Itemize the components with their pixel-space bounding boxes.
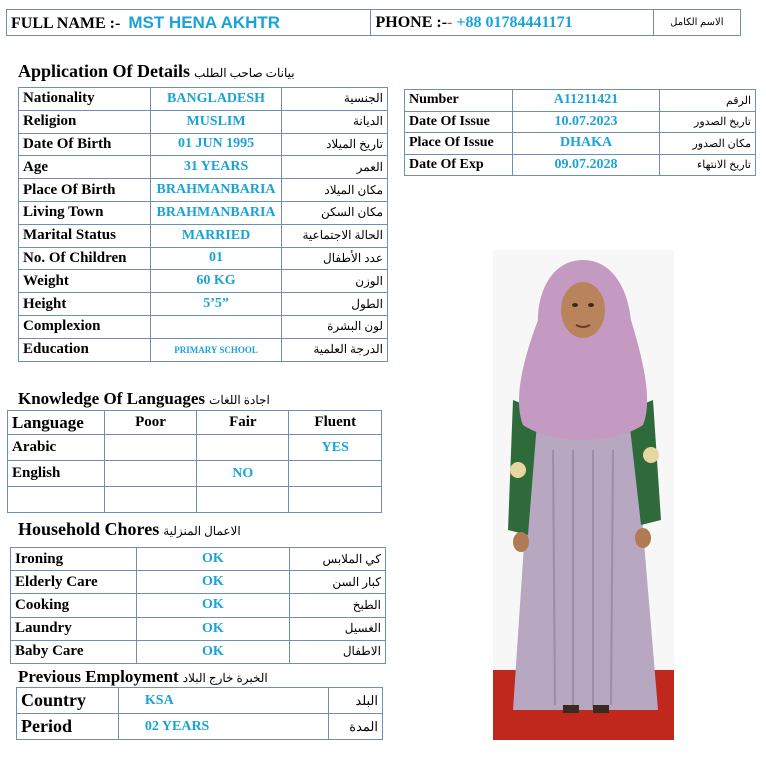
- candidate-photo-illustration: [493, 250, 674, 740]
- detail-arabic: الدرجة العلمية: [282, 338, 388, 361]
- language-fair: NO: [197, 461, 289, 487]
- detail-arabic: الحالة الاجتماعية: [282, 224, 388, 247]
- employment-value: KSA: [118, 688, 328, 714]
- table-row: [19, 270, 388, 293]
- table-row: [405, 90, 756, 112]
- table-row: [17, 714, 383, 740]
- chore-arabic: كي الملابس: [289, 548, 385, 571]
- chores-table: [10, 547, 386, 664]
- language-header: Language: [8, 411, 105, 435]
- chore-arabic: كبار السن: [289, 571, 385, 594]
- detail-label: Marital Status: [19, 224, 151, 247]
- passport-arabic: تاريخ الصدور: [660, 111, 756, 133]
- application-title-ar: بيانات صاحب الطلب: [194, 66, 295, 80]
- passport-label: Number: [405, 90, 513, 112]
- table-row: [17, 688, 383, 714]
- table-row: [19, 293, 388, 316]
- detail-label: Nationality: [19, 88, 151, 111]
- detail-label: Place Of Birth: [19, 179, 151, 202]
- table-row: [405, 133, 756, 155]
- table-row: [19, 224, 388, 247]
- detail-arabic: تاريخ الميلاد: [282, 133, 388, 156]
- passport-arabic: مكان الصدور: [660, 133, 756, 155]
- table-row: [11, 594, 386, 617]
- table-row: [11, 548, 386, 571]
- passport-label: Place Of Issue: [405, 133, 513, 155]
- passport-label: Date Of Exp: [405, 154, 513, 176]
- table-row: [19, 247, 388, 270]
- chore-label: Baby Care: [11, 640, 137, 663]
- phone-label: PHONE :-: [375, 13, 448, 31]
- detail-label: Education: [19, 338, 151, 361]
- detail-arabic: عدد الأطفال: [282, 247, 388, 270]
- detail-value: BRAHMANBARIA: [150, 201, 282, 224]
- detail-value: 31 YEARS: [150, 156, 282, 179]
- detail-label: Age: [19, 156, 151, 179]
- language-fluent: [289, 487, 382, 513]
- chore-arabic: الغسيل: [289, 617, 385, 640]
- detail-label: Complexion: [19, 315, 151, 338]
- chore-label: Elderly Care: [11, 571, 137, 594]
- chore-value: OK: [137, 617, 289, 640]
- table-row: [19, 133, 388, 156]
- passport-label: Date Of Issue: [405, 111, 513, 133]
- full-name-value: MST HENA AKHTR: [128, 12, 281, 32]
- detail-label: Religion: [19, 110, 151, 133]
- detail-label: Living Town: [19, 201, 151, 224]
- detail-label: No. Of Children: [19, 247, 151, 270]
- detail-value: 01 JUN 1995: [150, 133, 282, 156]
- table-row: [19, 338, 388, 361]
- employment-value: 02 YEARS: [118, 714, 328, 740]
- employment-arabic: المدة: [328, 714, 382, 740]
- language-name: [8, 487, 105, 513]
- employment-table: [16, 687, 383, 740]
- detail-value: 60 KG: [150, 270, 282, 293]
- application-details-table: [18, 87, 388, 362]
- table-row: [19, 88, 388, 111]
- table-row: [8, 461, 382, 487]
- passport-arabic: الرقم: [660, 90, 756, 112]
- detail-arabic: مكان السكن: [282, 201, 388, 224]
- employment-title: [18, 667, 268, 687]
- table-row: [19, 315, 388, 338]
- detail-value: 01: [150, 247, 282, 270]
- table-row: [19, 179, 388, 202]
- detail-value: BRAHMANBARIA: [150, 179, 282, 202]
- language-poor: [104, 487, 196, 513]
- chore-label: Cooking: [11, 594, 137, 617]
- employment-title-ar: الخبرة خارج البلاد: [182, 671, 268, 685]
- chore-value: OK: [137, 548, 289, 571]
- language-fair: [197, 435, 289, 461]
- fair-header: Fair: [197, 411, 289, 435]
- detail-value: MARRIED: [150, 224, 282, 247]
- detail-label: Weight: [19, 270, 151, 293]
- arabic-name-label: الاسم الكامل: [670, 17, 724, 28]
- table-row: [405, 111, 756, 133]
- chore-value: OK: [137, 571, 289, 594]
- chore-value: OK: [137, 594, 289, 617]
- poor-header: Poor: [104, 411, 196, 435]
- detail-arabic: الديانة: [282, 110, 388, 133]
- employment-title-text: Previous Employment: [18, 667, 179, 686]
- table-row: [8, 487, 382, 513]
- detail-arabic: مكان الميلاد: [282, 179, 388, 202]
- detail-label: Height: [19, 293, 151, 316]
- detail-arabic: العمر: [282, 156, 388, 179]
- chores-title-text: Household Chores: [18, 519, 160, 539]
- header-table: [6, 9, 741, 36]
- phone-value: +88 01784441171: [456, 13, 573, 31]
- language-fluent: [289, 461, 382, 487]
- table-row: [8, 411, 382, 435]
- languages-title: [18, 389, 270, 409]
- detail-arabic: لون البشرة: [282, 315, 388, 338]
- detail-value: [150, 315, 282, 338]
- chores-title-ar: الاعمال المنزلية: [163, 524, 241, 538]
- languages-title-text: Knowledge Of Languages: [18, 389, 206, 408]
- table-row: [11, 571, 386, 594]
- passport-arabic: تاريخ الانتهاء: [660, 154, 756, 176]
- detail-value: 5’5”: [150, 293, 282, 316]
- detail-value: PRIMARY SCHOOL: [150, 338, 282, 361]
- passport-details-table: [404, 89, 756, 176]
- full-name-label: FULL NAME :-: [11, 14, 121, 32]
- table-row: [19, 110, 388, 133]
- chore-value: OK: [137, 640, 289, 663]
- language-name: English: [8, 461, 105, 487]
- table-row: [19, 156, 388, 179]
- employment-label: Period: [17, 714, 119, 740]
- languages-title-ar: اجادة اللغات: [209, 393, 270, 407]
- passport-value: A11211421: [512, 90, 660, 112]
- employment-arabic: البلد: [328, 688, 382, 714]
- phone-dash: -: [447, 13, 453, 31]
- application-title: [18, 61, 295, 82]
- application-title-text: Application Of Details: [18, 61, 191, 81]
- table-row: [405, 154, 756, 176]
- detail-arabic: الوزن: [282, 270, 388, 293]
- detail-value: MUSLIM: [150, 110, 282, 133]
- detail-arabic: الطول: [282, 293, 388, 316]
- full-name-cell: [7, 10, 371, 36]
- passport-value: 10.07.2023: [512, 111, 660, 133]
- language-name: Arabic: [8, 435, 105, 461]
- table-row: [8, 435, 382, 461]
- phone-cell: [371, 10, 653, 36]
- chore-arabic: الطبخ: [289, 594, 385, 617]
- language-poor: [104, 461, 196, 487]
- arabic-name-cell: [653, 10, 740, 36]
- table-row: [11, 640, 386, 663]
- language-fluent: YES: [289, 435, 382, 461]
- table-row: [19, 201, 388, 224]
- detail-value: BANGLADESH: [150, 88, 282, 111]
- passport-value: DHAKA: [512, 133, 660, 155]
- chores-title: [18, 519, 241, 540]
- table-row: [11, 617, 386, 640]
- fluent-header: Fluent: [289, 411, 382, 435]
- chore-arabic: الاطفال: [289, 640, 385, 663]
- detail-arabic: الجنسية: [282, 88, 388, 111]
- detail-label: Date Of Birth: [19, 133, 151, 156]
- language-fair: [197, 487, 289, 513]
- employment-label: Country: [17, 688, 119, 714]
- language-poor: [104, 435, 196, 461]
- candidate-photo: [493, 250, 674, 740]
- chore-label: Ironing: [11, 548, 137, 571]
- languages-table: [7, 410, 382, 513]
- passport-value: 09.07.2028: [512, 154, 660, 176]
- chore-label: Laundry: [11, 617, 137, 640]
